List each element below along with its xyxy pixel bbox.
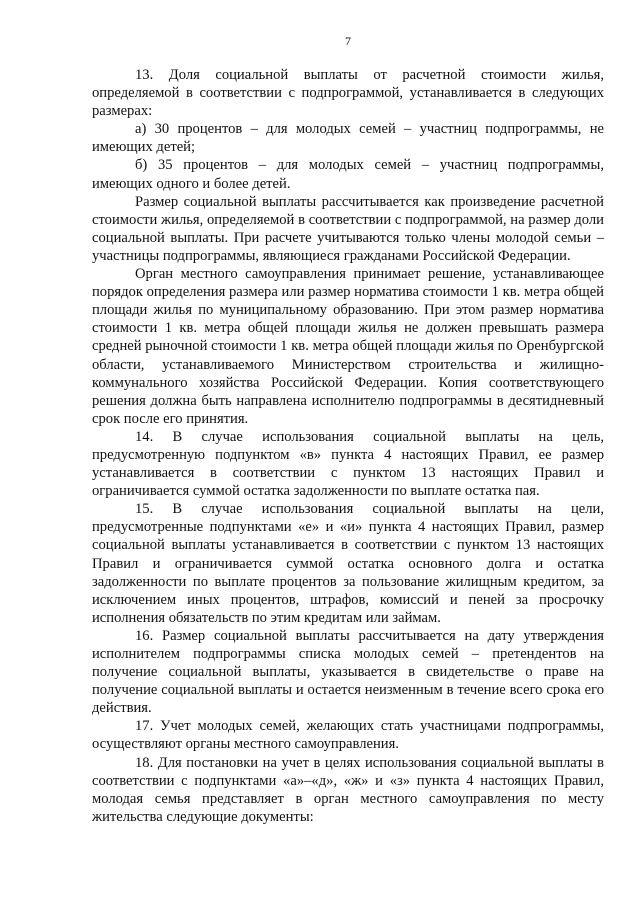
paragraph-18: 18. Для постановки на учет в целях использования социальной выплаты в соответствии с подпунктами «а»–«д», «ж» и «з» пункта 4 настоящих Правил, молодая семья представляет в орган местного самоуправления по месту жительства следующие документы: xyxy=(92,754,604,825)
paragraph-16: 16. Размер социальной выплаты рассчитывается на дату утверждения исполнителем подпрограммы списка молодых семей – претендентов на получение социальной выплаты, указывается в свидетельстве о праве на получение социальной выплаты и остается неизменным в течение всего срока его действия. xyxy=(92,627,604,717)
paragraph-14: 14. В случае использования социальной выплаты на цель, предусмотренную подпунктом «в» пункта 4 настоящих Правил, ее размер устанавливается в соответствии с пунктом 13 настоящих Правил и ограничивается суммой остатка задолженности по выплате остатка пая. xyxy=(92,428,604,500)
paragraph-17: 17. Учет молодых семей, желающих стать участницами подпрограммы, осуществляют органы местного самоуправления. xyxy=(92,718,604,753)
paragraph-13-b: б) 35 процентов – для молодых семей – участниц подпрограммы, имеющих одного и более детей. xyxy=(92,157,604,192)
paragraph-13-a: а) 30 процентов – для молодых семей – участниц подпрограммы, не имеющих детей; xyxy=(92,121,604,156)
paragraph-13: 13. Доля социальной выплаты от расчетной стоимости жилья, определяемой в соответствии с подпрограммой, устанавливается в следующих размерах: xyxy=(92,67,604,120)
page-number: 7 xyxy=(345,34,351,48)
paragraph-local-authority: Орган местного самоуправления принимает решение, устанавливающее порядок определения размера или размер норматива стоимости 1 кв. метра общей площади жилья по муниципальному образованию. При этом размер норматива стоимости 1 кв. метра общей площади жилья не должен превышать размера средней рыночной стоимости 1 кв. метра общей площади жилья по Оренбургской области, устанавливаемого Министерством строительства и жилищно-коммунального хозяйства Российской Федерации. Копия соответствующего решения должна быть направлена исполнителю подпрограммы в десятидневный срок после его принятия. xyxy=(92,266,604,427)
paragraph-payment-size: Размер социальной выплаты рассчитывается как произведение расчетной стоимости жилья, определяемой в соответствии с подпрограммой, на размер доли социальной выплаты. При расчете учитываются только члены молодой семьи – участницы подпрограммы, являющиеся гражданами Российской Федерации. xyxy=(92,193,604,264)
paragraph-15: 15. В случае использования социальной выплаты на цели, предусмотренные подпунктами «е» и «и» пункта 4 настоящих Правил, размер социальной выплаты устанавливается в соответствии с пунктом 13 настоящих Правил и ограничивается суммой остатка основного долга и остатка задолженности по выплате процентов за пользование жилищным кредитом, за исключением иных процентов, штрафов, комиссий и пеней за просрочку исполнения обязательств по этим кредитам или займам. xyxy=(92,501,604,626)
